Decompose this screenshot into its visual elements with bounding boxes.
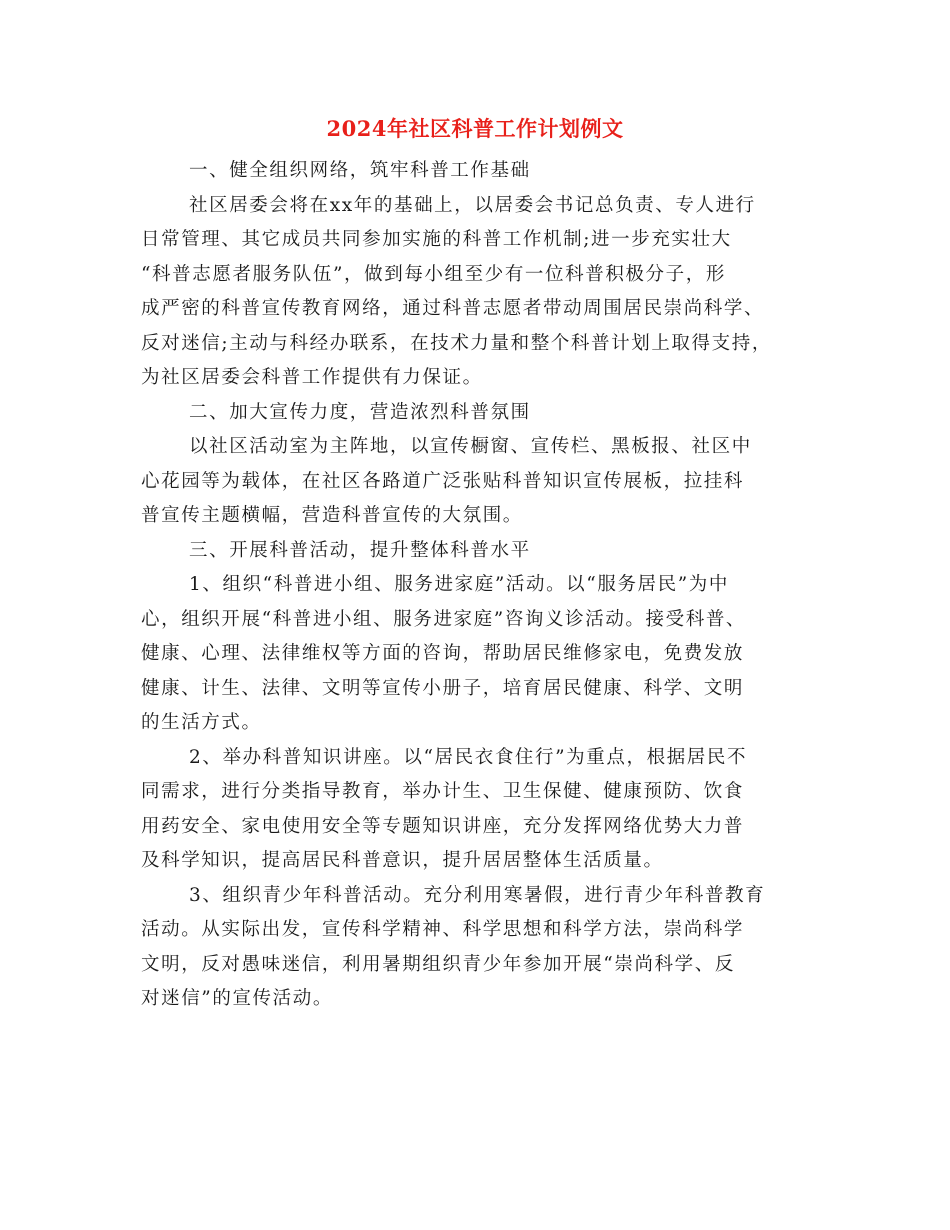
section-paragraph-2: [141, 430, 821, 534]
section-item-2: [141, 741, 821, 879]
section-heading-2: [141, 396, 821, 431]
heading-text: 三、开展科普活动，提升整体科普水平: [189, 539, 531, 561]
paragraph-line: 同需求，进行分类指导教育，举办计生、卫生保健、健康预防、饮食: [141, 781, 745, 802]
paragraph-line: 2、举办科普知识讲座。以“居民衣食住行”为重点，根据居民不: [189, 746, 748, 768]
paragraph-line: 心，组织开展“科普进小组、服务进家庭”咨询义诊活动。接受科普、: [141, 608, 747, 630]
paragraph-line: 及科学知识，提高居民科普意识，提升居居整体生活质量。: [141, 850, 664, 871]
paragraph-line: 反对迷信;主动与科经办联系，在技术力量和整个科普计划上取得支持，: [141, 332, 772, 354]
paragraph-line: 的生活方式。: [141, 712, 262, 733]
paragraph-line: “科普志愿者服务队伍”，做到每小组至少有一位科普积极分子，形: [141, 263, 726, 285]
paragraph-line: 心花园等为载体，在社区各路道广泛张贴科普知识宣传展板，拉挂科: [141, 470, 745, 492]
paragraph-line: 成严密的科普宣传教育网络，通过科普志愿者带动周围居民崇尚科学、: [141, 298, 765, 319]
paragraph-line: 健康、计生、法律、文明等宣传小册子，培育居民健康、科学、文明: [141, 677, 745, 699]
paragraph-line: 普宣传主题横幅，营造科普宣传的大氛围。: [141, 505, 523, 526]
section-heading-1: [141, 154, 821, 189]
paragraph-line: 对迷信”的宣传活动。: [141, 988, 333, 1009]
paragraph-line: 社区居委会将在xx年的基础上，以居委会书记总负责、专人进行: [189, 194, 756, 216]
paragraph-line: 活动。从实际出发，宣传科学精神、科学思想和科学方法，崇尚科学: [141, 919, 745, 940]
document-title: 2024年社区科普工作计划例文: [326, 116, 624, 141]
paragraph-line: 用药安全、家电使用安全等专题知识讲座，充分发挥网络优势大力普: [141, 815, 745, 837]
section-item-1: [141, 568, 821, 741]
paragraph-line: 1、组织“科普进小组、服务进家庭”活动。以“服务居民”为中: [189, 574, 730, 595]
section-item-3: [141, 879, 821, 1017]
document-body: [141, 154, 821, 1017]
section-paragraph-1: [141, 189, 821, 396]
paragraph-line: 为社区居委会科普工作提供有力保证。: [141, 367, 483, 388]
section-heading-3: [141, 534, 821, 569]
paragraph-line: 文明，反对愚味迷信，利用暑期组织青少年参加开展“崇尚科学、反: [141, 953, 735, 975]
heading-text: 二、加大宣传力度，营造浓烈科普氛围: [189, 401, 531, 423]
paragraph-line: 以社区活动室为主阵地，以宣传橱窗、宣传栏、黑板报、社区中: [189, 436, 752, 457]
heading-text: 一、健全组织网络，筑牢科普工作基础: [189, 160, 531, 181]
paragraph-line: 3、组织青少年科普活动。充分利用寒暑假，进行青少年科普教育: [189, 884, 766, 906]
paragraph-line: 健康、心理、法律维权等方面的咨询，帮助居民维修家电，免费发放: [141, 643, 745, 664]
paragraph-line: 日常管理、其它成员共同参加实施的科普工作机制;进一步充实壮大: [141, 229, 732, 250]
